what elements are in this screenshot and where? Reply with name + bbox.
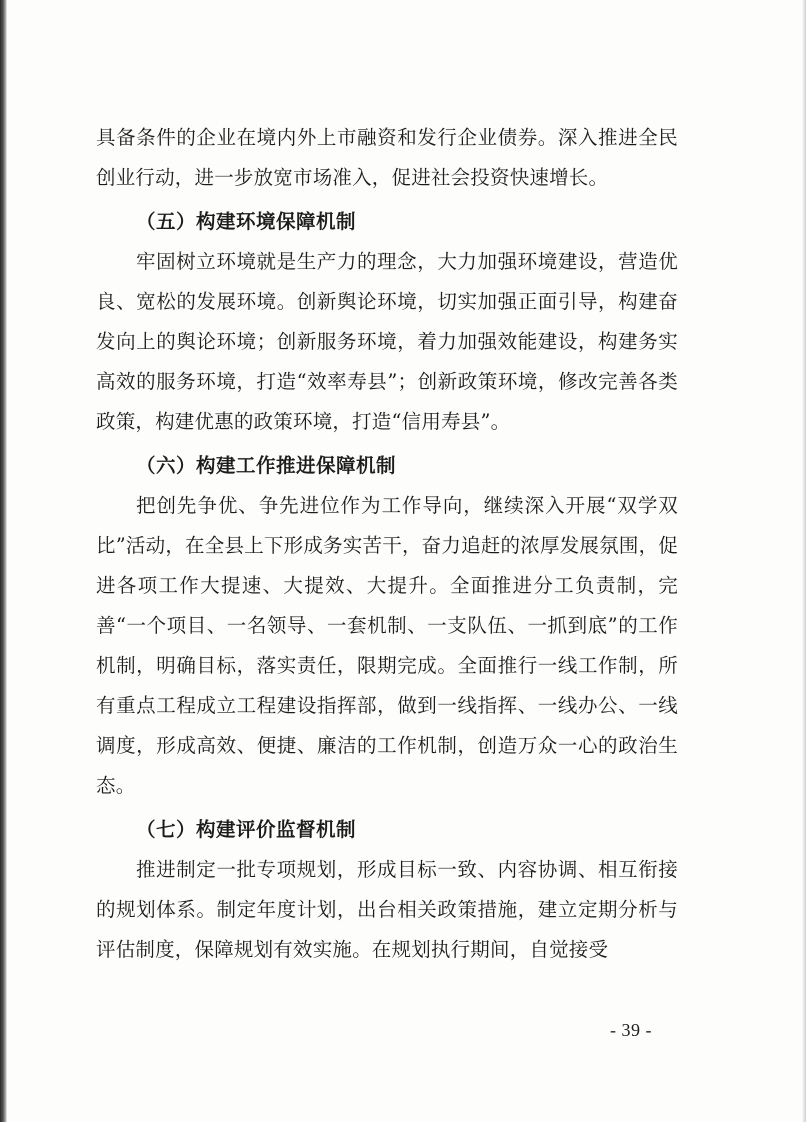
paragraph-evaluation: 推进制定一批专项规划，形成目标一致、内容协调、相互衔接的规划体系。制定年度计划，出台相关政策措施，建立定期分析与评估制度，保障规划有效实施。在规划执行期间，自觉接受 xyxy=(96,858,678,961)
section-heading-5: （五）构建环境保障机制 xyxy=(136,210,357,233)
scan-edge-left xyxy=(0,0,7,1122)
document-body xyxy=(96,118,678,970)
page-number: - 39 - xyxy=(610,1020,652,1040)
section-heading-7: （七）构建评价监督机制 xyxy=(136,818,357,841)
paragraph-work-promotion: 把创先争优、争先进位作为工作导向，继续深入开展“双学双比”活动，在全县上下形成务实苦干，奋力追赶的浓厚发展氛围，促进各项工作大提速、大提效、大提升。全面推进分工负责制，完善“一个项目、一名领导、一套机制、一支队伍、一抓到底”的工作机制，明确目标，落实责任，限期完成。全面推行一线工作制，所有重点工程成立工程建设指挥部，做到一线指挥、一线办公、一线调度，形成高效、便捷、廉洁的工作机制，创造万众一心的政治生态。 xyxy=(96,494,678,797)
scan-edge-right xyxy=(802,0,806,1122)
paragraph-environment: 牢固树立环境就是生产力的理念，大力加强环境建设，营造优良、宽松的发展环境。创新舆论环境，切实加强正面引导，构建奋发向上的舆论环境；创新服务环境，着力加强效能建设，构建务实高效的服务环境，打造“效率寿县”；创新政策环境，修改完善各类政策，构建优惠的政策环境，打造“信用寿县”。 xyxy=(96,250,678,433)
paragraph-continuation: 具备条件的企业在境内外上市融资和发行企业债券。深入推进全民创业行动，进一步放宽市场准入，促进社会投资快速增长。 xyxy=(96,126,678,189)
section-heading-6: （六）构建工作推进保障机制 xyxy=(136,454,397,477)
